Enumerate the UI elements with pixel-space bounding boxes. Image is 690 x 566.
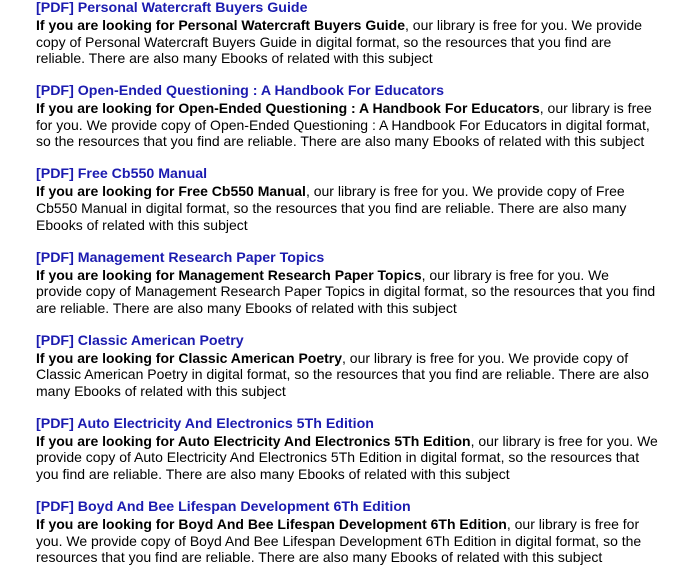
entry-description <box>36 433 658 483</box>
entry-lead-text: If you are looking for Management Research Paper Topics <box>36 266 422 283</box>
entry-body-text: , our library is free for you. We provide copy of Free Cb550 Manual in digital format, so the resources that you find are reliable. There are also many Ebooks of related with this subject <box>36 183 627 233</box>
entry-spacer <box>36 67 658 83</box>
entry-spacer <box>36 316 658 332</box>
entry-body-text: , our library is free for you. We provide copy of Personal Watercraft Buyers Guide in digital format, so the resources that you find are reliable. There are also many Ebooks of related with this subject <box>36 17 643 67</box>
entry-lead-text: If you are looking for Personal Watercraft Buyers Guide <box>36 17 406 33</box>
entry-title-link[interactable]: [PDF] Classic American Poetry <box>36 332 244 349</box>
entry-title-link[interactable]: [PDF] Boyd And Bee Lifespan Development 6Th Edition <box>36 499 411 516</box>
entry-description <box>36 350 658 400</box>
entry-title-link[interactable]: [PDF] Personal Watercraft Buyers Guide <box>36 0 308 16</box>
entry-title-link[interactable]: [PDF] Open-Ended Questioning : A Handbook For Educators <box>36 83 445 100</box>
entry-lead-text: If you are looking for Auto Electricity And Electronics 5Th Edition <box>36 432 471 449</box>
entry-description <box>36 100 658 150</box>
entry-lead-text: If you are looking for Classic American Poetry <box>36 349 343 366</box>
entry-body-text: , our library is free for you. We provide copy of Open-Ended Questioning : A Handbook For Educators in digital format, so the resources that you find are reliable. There are also many Ebooks of related with this subject <box>36 100 652 150</box>
book-entry <box>36 333 658 400</box>
book-entry <box>36 83 658 150</box>
document-page <box>36 0 658 566</box>
entry-spacer <box>36 399 658 415</box>
entry-description <box>36 516 658 566</box>
entry-spacer <box>36 233 658 249</box>
entry-title-link[interactable]: [PDF] Auto Electricity And Electronics 5Th Edition <box>36 415 374 432</box>
entry-body-text: , our library is free for you. We provide copy of Boyd And Bee Lifespan Development 6Th Edition in digital format, so the resources that you find are reliable. There are also many Ebooks of related with this subject <box>36 516 642 566</box>
entry-title-link[interactable]: [PDF] Management Research Paper Topics <box>36 249 325 266</box>
book-entry <box>36 166 658 233</box>
entry-lead-text: If you are looking for Boyd And Bee Lifespan Development 6Th Edition <box>36 516 507 533</box>
entry-title-link[interactable]: [PDF] Free Cb550 Manual <box>36 166 208 183</box>
entry-lead-text: If you are looking for Free Cb550 Manual <box>36 183 306 200</box>
book-entry <box>36 499 658 566</box>
book-entry <box>36 416 658 483</box>
entry-description <box>36 183 658 233</box>
entry-spacer <box>36 150 658 166</box>
entry-spacer <box>36 483 658 499</box>
entry-description <box>36 17 658 67</box>
entry-body-text: , our library is free for you. We provide copy of Classic American Poetry in digital format, so the resources that you find are reliable. There are also many Ebooks of related with this subject <box>36 349 649 399</box>
book-entry <box>36 250 658 317</box>
entry-description <box>36 267 658 317</box>
book-entry <box>36 0 658 67</box>
entry-body-text: , our library is free for you. We provide copy of Auto Electricity And Electronics 5Th Edition in digital format, so the resources that you find are reliable. There are also many Ebooks of related with this subject <box>36 432 658 483</box>
entry-body-text: , our library is free for you. We provide copy of Management Research Paper Topics in digital format, so the resources that you find are reliable. There are also many Ebooks of related with this subject <box>36 266 656 316</box>
entry-lead-text: If you are looking for Open-Ended Questioning : A Handbook For Educators <box>36 100 540 117</box>
